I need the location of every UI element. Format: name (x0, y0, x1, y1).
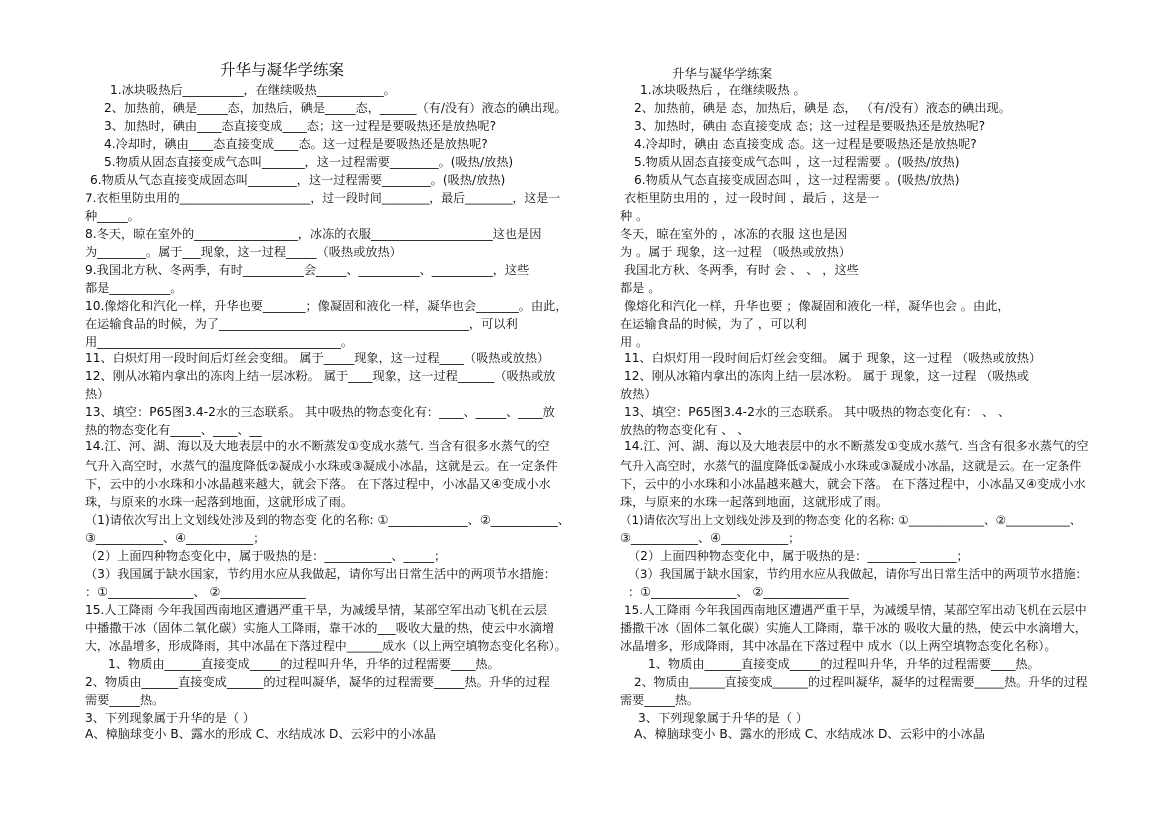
worksheet-line: （2）上面四种物态变化中，属于吸热的是：________ ______； (628, 549, 969, 563)
worksheet-line: 11、白炽灯用一段时间后灯丝会变细。 属于 现象，这一过程 （吸热或放热） (624, 351, 1042, 365)
worksheet-line: 放热） (620, 387, 657, 401)
worksheet-line: 中播撒干冰（固体二氧化碳）实施人工降雨，靠干冰的___吸收大量的热，使云中水滴增 (85, 621, 555, 635)
worksheet-line: 2、物质由______直接变成______的过程叫凝华，凝华的过程需要_____热。升华的过程 (85, 675, 550, 689)
worksheet-line: 3、下列现象属于升华的是（ ） (85, 711, 256, 725)
worksheet-line: 1.冰块吸热后 ，在继续吸热 。 (640, 83, 806, 97)
worksheet-line: 12、刚从冰箱内拿出的冻肉上结一层冰粉。 属于 现象，这一过程 （吸热或 (624, 369, 1029, 383)
worksheet-line: 14.江、河、湖、海以及大地表层中的水不断蒸发①变成水蒸气. 当含有很多水蒸气的空 (85, 439, 550, 453)
worksheet-line: 都是__________。 (85, 281, 183, 295)
worksheet-line: 气升入高空时，水蒸气的温度降低②凝成小水珠或③凝成小冰晶，这就是云。在一定条件 (85, 459, 558, 473)
worksheet-line: 冬天，晾在室外的 ，冰冻的衣服 这也是因 (620, 227, 848, 241)
worksheet-line: 14.江、河、湖、海以及大地表层中的水不断蒸发①变成水蒸气. 当含有很多水蒸气的空 (624, 439, 1089, 453)
worksheet-line: 需要_____热。 (620, 693, 700, 707)
worksheet-title: 升华与凝华学练案 (220, 61, 345, 79)
worksheet-line: 都是 。 (620, 281, 661, 295)
worksheet-line: 15.人工降雨 今年我国西南地区遭遇严重干旱，为减缓旱情，某部空军出动飞机在云层中 (624, 603, 1087, 617)
worksheet-line: 10.像熔化和汽化一样，升华也要_______；像凝固和液化一样，凝华也会_______。由此， (85, 299, 568, 313)
worksheet-line: 大，冰晶增多，形成降雨，其中冰晶在下落过程中______成水（以上两空填物态变化名称）。 (85, 639, 567, 653)
worksheet-line: ③___________、④___________； (85, 531, 266, 545)
worksheet-line: 下，云中的小水珠和小冰晶越来越大，就会下落。 在下落过程中，小冰晶又④变成小水 (85, 477, 551, 491)
worksheet-line: 种_____。 (85, 209, 140, 223)
worksheet-line: 热的物态变化有_____、____、__ (85, 423, 262, 437)
worksheet-line: 13、填空：P65图3.4-2水的三态联系。 其中吸热的物态变化有： 、 、 (624, 405, 1011, 419)
worksheet-line: 3、下列现象属于升华的是（ ） (638, 711, 809, 725)
worksheet-line: 我国北方秋、冬两季，有时 会 、 、 ，这些 (624, 263, 859, 277)
worksheet-line: 珠，与原来的水珠一起落到地面，这就形成了雨。 (620, 495, 889, 509)
worksheet-line: 衣柜里防虫用的 ，过一段时间 ，最后 ，这是一 (624, 191, 880, 205)
worksheet-line: 6.物质从气态直接变成固态叫 ，这一过程需要 。(吸热/放热) (634, 173, 960, 187)
worksheet-line: 种 。 (620, 209, 649, 223)
worksheet-line: 4.冷却时，碘由____态直接变成____态。这一过程是要吸热还是放热呢? (104, 137, 488, 151)
worksheet-line: （2）上面四种物态变化中，属于吸热的是：___________、_____； (85, 549, 447, 563)
worksheet-line: （1)请依次写出上文划线处涉及到的物态变 化的名称: ①_____________、②___________、 (620, 513, 1082, 527)
worksheet-line: 气升入高空时，水蒸气的温度降低②凝成小水珠或③凝成小冰晶，这就是云。在一定条件 (620, 459, 1082, 473)
worksheet-line: 7.衣柜里防虫用的______________________，过一段时间________，最后________，这是一 (85, 191, 561, 205)
worksheet-line: 11、白炽灯用一段时间后灯丝会变细。 属于_____现象，这一过程____（吸热或放热） (85, 351, 550, 365)
worksheet-line: 为 。属于 现象，这一过程 （吸热或放热） (620, 245, 851, 259)
worksheet-line: （3）我国属于缺水国家，节约用水应从我做起，请你写出日常生活中的两项节水措施： (628, 567, 1088, 581)
worksheet-title: 升华与凝华学练案 (672, 66, 773, 81)
worksheet-line: 为________。属于___现象，这一过程_____（吸热或放热） (85, 245, 402, 259)
worksheet-line: 珠，与原来的水珠一起落到地面，这就形成了雨。 (85, 495, 354, 509)
worksheet-line: 9.我国北方秋、冬两季，有时__________会_____、__________、__________，这些 (85, 263, 530, 277)
worksheet-line: 冰晶增多，形成降雨，其中冰晶在下落过程中 成水（以上两空填物态变化名称）。 (620, 639, 1057, 653)
worksheet-line: 播撒干冰（固体二氧化碳）实施人工降雨，靠干冰的 吸收大量的热，使云中水滴增大， (620, 621, 1087, 635)
worksheet-line: ③___________、④___________； (620, 531, 801, 545)
worksheet-line: 2、加热前，碘是 态，加热后，碘是 态， （有/没有）液态的碘出现。 (634, 101, 1011, 115)
worksheet-line: 5.物质从固态直接变成气态叫 ，这一过程需要 。(吸热/放热) (634, 155, 960, 169)
left-page (85, 0, 570, 819)
worksheet-line: 1、物质由______直接变成_____的过程叫升华，升华的过程需要____热。 (648, 657, 1040, 671)
worksheet-line: （1)请依次写出上文划线处涉及到的物态变 化的名称: ①_____________、②___________、 (85, 513, 570, 527)
right-page (620, 0, 1090, 819)
worksheet-line: 8.冬天，晾在室外的_________________，冰冻的衣服____________________这也是因 (85, 227, 542, 241)
worksheet-line: 在运输食品的时候，为了_________________________________________，可以利 (85, 317, 518, 331)
worksheet-line: （3）我国属于缺水国家，节约用水应从我做起，请你写出日常生活中的两项节水措施： (85, 567, 556, 581)
worksheet-line: 像熔化和汽化一样，升华也要 ；像凝固和液化一样，凝华也会 。由此， (624, 299, 1010, 313)
worksheet-line: 12、刚从冰箱内拿出的冻肉上结一层冰粉。 属于____现象，这一过程______（吸热或放 (85, 369, 556, 383)
worksheet-line: 2、加热前，碘是_____态，加热后，碘是_____态，______（有/没有）液态的碘出现。 (104, 101, 567, 115)
worksheet-line: 需要_____热。 (85, 693, 165, 707)
worksheet-line: A、樟脑球变小 B、露水的形成 C、水结成冰 D、云彩中的小冰晶 (634, 727, 985, 741)
worksheet-line: 用________________________________________。 (85, 335, 354, 349)
worksheet-line: A、樟脑球变小 B、露水的形成 C、水结成冰 D、云彩中的小冰晶 (85, 727, 436, 741)
worksheet-line: 1、物质由______直接变成_____的过程叫升华，升华的过程需要____热。 (108, 657, 500, 671)
worksheet-line: 4.冷却时，碘由 态直接变成 态。这一过程是要吸热还是放热呢? (634, 137, 977, 151)
worksheet-line: 15.人工降雨 今年我国西南地区遭遇严重干旱，为减缓旱情，某部空军出动飞机在云层 (85, 603, 548, 617)
worksheet-line: 用 。 (620, 335, 649, 349)
worksheet-line: 3、加热时，碘由 态直接变成 态；这一过程是要吸热还是放热呢? (634, 119, 986, 133)
worksheet-line: 1.冰块吸热后__________，在继续吸热___________。 (110, 83, 396, 97)
worksheet-line: 在运输食品的时候，为了 ，可以利 (620, 317, 807, 331)
worksheet-line: 2、物质由______直接变成______的过程叫凝华，凝华的过程需要_____热。升华的过程 (634, 675, 1088, 689)
worksheet-line: 放热的物态变化有 、 、 (620, 423, 750, 437)
worksheet-line: 6.物质从气态直接变成固态叫________，这一过程需要________。(吸热/放热) (90, 173, 506, 187)
worksheet-line: 13、填空：P65图3.4-2水的三态联系。 其中吸热的物态变化有：____、_____、____放 (85, 405, 555, 419)
worksheet-line: ：①______________、 ②______________ (628, 585, 849, 599)
worksheet-line: ：①______________、 ②______________ (85, 585, 306, 599)
worksheet-line: 3、加热时，碘由____态直接变成____态；这一过程是要吸热还是放热呢? (104, 119, 497, 133)
worksheet-line: 下，云中的小水珠和小冰晶越来越大，就会下落。 在下落过程中，小冰晶又④变成小水 (620, 477, 1086, 491)
worksheet-line: 热） (85, 387, 110, 401)
worksheet-line: 5.物质从固态直接变成气态叫_______，这一过程需要________。(吸热/放热) (104, 155, 514, 169)
